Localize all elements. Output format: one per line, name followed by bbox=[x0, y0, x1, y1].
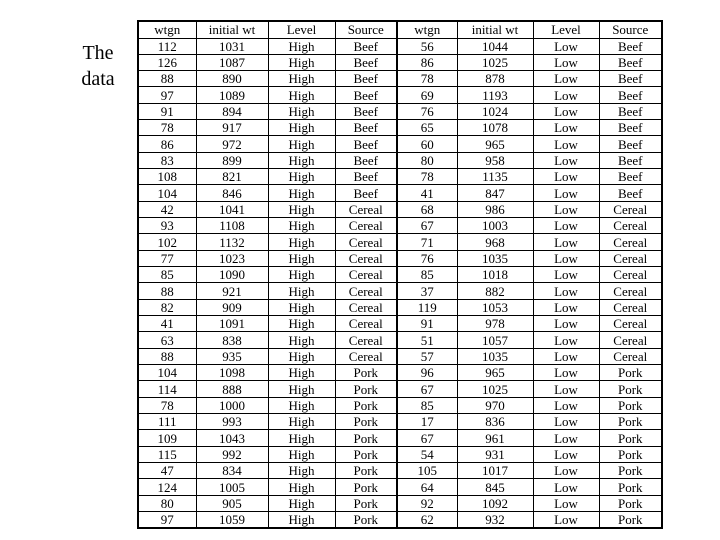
table-cell: 91 bbox=[397, 316, 457, 332]
table-cell: 1092 bbox=[457, 495, 533, 511]
table-cell: Low bbox=[533, 267, 599, 283]
table-cell: Beef bbox=[599, 71, 662, 87]
table-cell: Beef bbox=[335, 54, 397, 70]
table-cell: 85 bbox=[138, 267, 196, 283]
table-cell: 67 bbox=[397, 381, 457, 397]
table-cell: 1089 bbox=[196, 87, 268, 103]
table-cell: 1035 bbox=[457, 250, 533, 266]
table-cell: 82 bbox=[138, 299, 196, 315]
table-cell: Low bbox=[533, 479, 599, 495]
table-cell: 51 bbox=[397, 332, 457, 348]
table-cell: 1053 bbox=[457, 299, 533, 315]
table-cell: Beef bbox=[335, 103, 397, 119]
table-cell: High bbox=[268, 152, 335, 168]
table-row bbox=[138, 218, 662, 234]
table-cell: Low bbox=[533, 120, 599, 136]
column-header: wtgn bbox=[138, 21, 196, 38]
table-cell: High bbox=[268, 201, 335, 217]
table-cell: Low bbox=[533, 332, 599, 348]
table-cell: 67 bbox=[397, 218, 457, 234]
table-row bbox=[138, 316, 662, 332]
table-cell: 41 bbox=[397, 185, 457, 201]
table-cell: 62 bbox=[397, 512, 457, 528]
table-cell: 834 bbox=[196, 463, 268, 479]
table-cell: 965 bbox=[457, 365, 533, 381]
table-cell: 1090 bbox=[196, 267, 268, 283]
table-cell: 42 bbox=[138, 201, 196, 217]
table-cell: Beef bbox=[335, 71, 397, 87]
table-cell: 1035 bbox=[457, 348, 533, 364]
table-cell: 111 bbox=[138, 414, 196, 430]
table-row bbox=[138, 512, 662, 528]
table-cell: High bbox=[268, 332, 335, 348]
table-row bbox=[138, 365, 662, 381]
table-cell: High bbox=[268, 381, 335, 397]
table-cell: Low bbox=[533, 201, 599, 217]
table-cell: Cereal bbox=[335, 332, 397, 348]
table-cell: 96 bbox=[397, 365, 457, 381]
table-cell: 105 bbox=[397, 463, 457, 479]
table-cell: Pork bbox=[599, 381, 662, 397]
title-line: The bbox=[82, 42, 114, 64]
table-cell: 1023 bbox=[196, 250, 268, 266]
table-cell: Cereal bbox=[599, 218, 662, 234]
table-cell: 909 bbox=[196, 299, 268, 315]
table-cell: Low bbox=[533, 38, 599, 54]
table-cell: 68 bbox=[397, 201, 457, 217]
table-row bbox=[138, 71, 662, 87]
table-cell: Beef bbox=[599, 120, 662, 136]
table-row bbox=[138, 283, 662, 299]
table-cell: 88 bbox=[138, 348, 196, 364]
table-cell: Low bbox=[533, 103, 599, 119]
table-cell: Low bbox=[533, 397, 599, 413]
table-cell: Pork bbox=[335, 495, 397, 511]
table-cell: 67 bbox=[397, 430, 457, 446]
table-cell: Beef bbox=[599, 185, 662, 201]
table-cell: Low bbox=[533, 446, 599, 462]
table-cell: 114 bbox=[138, 381, 196, 397]
table-cell: Pork bbox=[599, 495, 662, 511]
table-cell: 85 bbox=[397, 267, 457, 283]
table-cell: Pork bbox=[335, 446, 397, 462]
table-cell: 821 bbox=[196, 169, 268, 185]
table-cell: High bbox=[268, 430, 335, 446]
table-cell: 37 bbox=[397, 283, 457, 299]
table-cell: 1132 bbox=[196, 234, 268, 250]
table-cell: 78 bbox=[138, 397, 196, 413]
table-cell: Low bbox=[533, 54, 599, 70]
table-cell: 115 bbox=[138, 446, 196, 462]
table-cell: 888 bbox=[196, 381, 268, 397]
table-cell: 86 bbox=[397, 54, 457, 70]
table-cell: 57 bbox=[397, 348, 457, 364]
table-cell: 1091 bbox=[196, 316, 268, 332]
table-cell: Pork bbox=[335, 381, 397, 397]
table-cell: Beef bbox=[335, 185, 397, 201]
table-cell: 935 bbox=[196, 348, 268, 364]
table-cell: Pork bbox=[335, 414, 397, 430]
table-cell: Beef bbox=[599, 54, 662, 70]
table-cell: Low bbox=[533, 381, 599, 397]
table-cell: High bbox=[268, 414, 335, 430]
table-cell: 1108 bbox=[196, 218, 268, 234]
table-cell: Beef bbox=[335, 169, 397, 185]
table-row bbox=[138, 185, 662, 201]
table-cell: 970 bbox=[457, 397, 533, 413]
table-cell: 1031 bbox=[196, 38, 268, 54]
table-cell: High bbox=[268, 120, 335, 136]
table-row bbox=[138, 299, 662, 315]
table-cell: 899 bbox=[196, 152, 268, 168]
table-cell: 119 bbox=[397, 299, 457, 315]
table-cell: Low bbox=[533, 250, 599, 266]
table-cell: Low bbox=[533, 430, 599, 446]
table-cell: Pork bbox=[599, 479, 662, 495]
table-cell: 890 bbox=[196, 71, 268, 87]
table-cell: 931 bbox=[457, 446, 533, 462]
table-cell: 54 bbox=[397, 446, 457, 462]
table-cell: 78 bbox=[138, 120, 196, 136]
table-row bbox=[138, 169, 662, 185]
table-cell: Cereal bbox=[599, 283, 662, 299]
table-cell: 961 bbox=[457, 430, 533, 446]
table-cell: 1017 bbox=[457, 463, 533, 479]
table-cell: Low bbox=[533, 185, 599, 201]
table-cell: 97 bbox=[138, 512, 196, 528]
table-cell: 102 bbox=[138, 234, 196, 250]
table-cell: High bbox=[268, 185, 335, 201]
table-cell: 1193 bbox=[457, 87, 533, 103]
table-cell: 78 bbox=[397, 71, 457, 87]
table-cell: 932 bbox=[457, 512, 533, 528]
table-cell: Low bbox=[533, 71, 599, 87]
table-cell: High bbox=[268, 479, 335, 495]
table-cell: 85 bbox=[397, 397, 457, 413]
table-cell: 905 bbox=[196, 495, 268, 511]
table-cell: 56 bbox=[397, 38, 457, 54]
table-cell: 65 bbox=[397, 120, 457, 136]
table-cell: 847 bbox=[457, 185, 533, 201]
table-cell: Low bbox=[533, 283, 599, 299]
header-row bbox=[138, 21, 662, 38]
table-cell: Cereal bbox=[335, 267, 397, 283]
table-row bbox=[138, 332, 662, 348]
table-cell: Beef bbox=[599, 38, 662, 54]
table-cell: Low bbox=[533, 316, 599, 332]
table-cell: 41 bbox=[138, 316, 196, 332]
table-cell: Low bbox=[533, 414, 599, 430]
table-row bbox=[138, 87, 662, 103]
table-cell: High bbox=[268, 283, 335, 299]
table-cell: Cereal bbox=[599, 299, 662, 315]
table-cell: Beef bbox=[599, 136, 662, 152]
table-cell: Cereal bbox=[335, 316, 397, 332]
table-cell: 1024 bbox=[457, 103, 533, 119]
table-cell: 78 bbox=[397, 169, 457, 185]
table-cell: High bbox=[268, 87, 335, 103]
table-cell: 17 bbox=[397, 414, 457, 430]
table-cell: Cereal bbox=[599, 234, 662, 250]
table-cell: 1003 bbox=[457, 218, 533, 234]
table-cell: Cereal bbox=[599, 267, 662, 283]
table-cell: 104 bbox=[138, 365, 196, 381]
table-cell: 882 bbox=[457, 283, 533, 299]
table-cell: Low bbox=[533, 495, 599, 511]
table-cell: High bbox=[268, 267, 335, 283]
table-cell: 80 bbox=[138, 495, 196, 511]
table-cell: High bbox=[268, 103, 335, 119]
table-cell: Low bbox=[533, 218, 599, 234]
table-cell: Low bbox=[533, 152, 599, 168]
table-cell: 1059 bbox=[196, 512, 268, 528]
table-cell: 845 bbox=[457, 479, 533, 495]
table-row bbox=[138, 267, 662, 283]
slide-title bbox=[68, 40, 128, 92]
table-cell: 836 bbox=[457, 414, 533, 430]
column-header: Level bbox=[268, 21, 335, 38]
table-cell: 986 bbox=[457, 201, 533, 217]
table-row bbox=[138, 103, 662, 119]
title-line: data bbox=[81, 68, 115, 90]
table-cell: 126 bbox=[138, 54, 196, 70]
table-body bbox=[138, 38, 662, 528]
table-cell: 88 bbox=[138, 71, 196, 87]
table-row bbox=[138, 152, 662, 168]
table-cell: Pork bbox=[599, 397, 662, 413]
table-cell: Low bbox=[533, 365, 599, 381]
table-cell: Beef bbox=[335, 120, 397, 136]
table-cell: Pork bbox=[335, 397, 397, 413]
table-cell: 76 bbox=[397, 250, 457, 266]
table-cell: Beef bbox=[599, 152, 662, 168]
table-cell: 63 bbox=[138, 332, 196, 348]
table-cell: 846 bbox=[196, 185, 268, 201]
table-cell: 93 bbox=[138, 218, 196, 234]
table-cell: Cereal bbox=[599, 332, 662, 348]
column-header: Source bbox=[335, 21, 397, 38]
table-row bbox=[138, 136, 662, 152]
table-cell: High bbox=[268, 299, 335, 315]
table-cell: 965 bbox=[457, 136, 533, 152]
table-cell: 97 bbox=[138, 87, 196, 103]
table-row bbox=[138, 250, 662, 266]
table-cell: 993 bbox=[196, 414, 268, 430]
table-cell: 1098 bbox=[196, 365, 268, 381]
table-row bbox=[138, 479, 662, 495]
table-cell: Pork bbox=[599, 430, 662, 446]
table-cell: Pork bbox=[599, 365, 662, 381]
table-cell: Beef bbox=[599, 103, 662, 119]
table-cell: 91 bbox=[138, 103, 196, 119]
table-cell: Beef bbox=[335, 152, 397, 168]
table-cell: Low bbox=[533, 136, 599, 152]
table-row bbox=[138, 397, 662, 413]
table-cell: 972 bbox=[196, 136, 268, 152]
table-cell: 968 bbox=[457, 234, 533, 250]
table-cell: 47 bbox=[138, 463, 196, 479]
table-cell: High bbox=[268, 463, 335, 479]
table-row bbox=[138, 446, 662, 462]
table-cell: Pork bbox=[599, 512, 662, 528]
table-cell: Cereal bbox=[335, 218, 397, 234]
table-cell: Low bbox=[533, 169, 599, 185]
table-cell: High bbox=[268, 495, 335, 511]
table-cell: 60 bbox=[397, 136, 457, 152]
table-cell: High bbox=[268, 54, 335, 70]
table-cell: High bbox=[268, 397, 335, 413]
table-cell: Cereal bbox=[335, 234, 397, 250]
table-cell: Cereal bbox=[599, 348, 662, 364]
table-cell: 88 bbox=[138, 283, 196, 299]
table-cell: 108 bbox=[138, 169, 196, 185]
table-row bbox=[138, 414, 662, 430]
table-row bbox=[138, 381, 662, 397]
table-cell: High bbox=[268, 38, 335, 54]
table-cell: 71 bbox=[397, 234, 457, 250]
table-cell: Low bbox=[533, 234, 599, 250]
table-cell: 1025 bbox=[457, 54, 533, 70]
table-cell: 921 bbox=[196, 283, 268, 299]
table-cell: High bbox=[268, 250, 335, 266]
table-cell: 917 bbox=[196, 120, 268, 136]
column-header: initial wt bbox=[196, 21, 268, 38]
table-row bbox=[138, 120, 662, 136]
table-cell: Beef bbox=[599, 87, 662, 103]
table-cell: 80 bbox=[397, 152, 457, 168]
column-header: wtgn bbox=[397, 21, 457, 38]
table-cell: Beef bbox=[335, 38, 397, 54]
table-cell: Low bbox=[533, 348, 599, 364]
table-cell: High bbox=[268, 71, 335, 87]
table-cell: 878 bbox=[457, 71, 533, 87]
table-cell: 104 bbox=[138, 185, 196, 201]
table-cell: 76 bbox=[397, 103, 457, 119]
table-cell: 894 bbox=[196, 103, 268, 119]
table-cell: High bbox=[268, 136, 335, 152]
table-cell: Pork bbox=[599, 446, 662, 462]
table-cell: 992 bbox=[196, 446, 268, 462]
table-cell: Low bbox=[533, 87, 599, 103]
table-cell: Cereal bbox=[335, 348, 397, 364]
table-cell: Pork bbox=[599, 414, 662, 430]
table-cell: Pork bbox=[335, 479, 397, 495]
table-row bbox=[138, 430, 662, 446]
table-cell: Pork bbox=[335, 365, 397, 381]
table-cell: 92 bbox=[397, 495, 457, 511]
table-cell: 1025 bbox=[457, 381, 533, 397]
table-cell: 1078 bbox=[457, 120, 533, 136]
table-cell: 1000 bbox=[196, 397, 268, 413]
table-cell: 109 bbox=[138, 430, 196, 446]
table-cell: High bbox=[268, 234, 335, 250]
table-cell: High bbox=[268, 348, 335, 364]
table-cell: High bbox=[268, 512, 335, 528]
table-cell: Beef bbox=[335, 136, 397, 152]
table-row bbox=[138, 463, 662, 479]
table-cell: Cereal bbox=[335, 201, 397, 217]
table-cell: 64 bbox=[397, 479, 457, 495]
table-row bbox=[138, 234, 662, 250]
table-row bbox=[138, 348, 662, 364]
table-cell: 112 bbox=[138, 38, 196, 54]
table-cell: Low bbox=[533, 299, 599, 315]
table-row bbox=[138, 201, 662, 217]
table-cell: Beef bbox=[335, 87, 397, 103]
table-cell: High bbox=[268, 365, 335, 381]
table-cell: 77 bbox=[138, 250, 196, 266]
table-cell: Cereal bbox=[335, 283, 397, 299]
table-cell: 1087 bbox=[196, 54, 268, 70]
data-table bbox=[137, 20, 663, 529]
table-cell: 124 bbox=[138, 479, 196, 495]
column-header: Source bbox=[599, 21, 662, 38]
table-cell: 1057 bbox=[457, 332, 533, 348]
table-cell: 1043 bbox=[196, 430, 268, 446]
table-cell: 958 bbox=[457, 152, 533, 168]
table-cell: Low bbox=[533, 463, 599, 479]
table-cell: Cereal bbox=[599, 250, 662, 266]
table-row bbox=[138, 38, 662, 54]
table-cell: Beef bbox=[599, 169, 662, 185]
table-cell: 1005 bbox=[196, 479, 268, 495]
table-cell: Pork bbox=[335, 512, 397, 528]
table-cell: Cereal bbox=[599, 316, 662, 332]
table-cell: Cereal bbox=[599, 201, 662, 217]
table-row bbox=[138, 495, 662, 511]
table-cell: 86 bbox=[138, 136, 196, 152]
table-cell: High bbox=[268, 218, 335, 234]
column-header: Level bbox=[533, 21, 599, 38]
table-cell: 69 bbox=[397, 87, 457, 103]
table-row bbox=[138, 54, 662, 70]
table-cell: 1041 bbox=[196, 201, 268, 217]
table-cell: 978 bbox=[457, 316, 533, 332]
table-cell: Cereal bbox=[335, 299, 397, 315]
table-cell: Pork bbox=[335, 463, 397, 479]
table-cell: High bbox=[268, 446, 335, 462]
table-cell: Cereal bbox=[335, 250, 397, 266]
table-cell: Low bbox=[533, 512, 599, 528]
table-cell: 1135 bbox=[457, 169, 533, 185]
table-cell: Pork bbox=[599, 463, 662, 479]
table-cell: Pork bbox=[335, 430, 397, 446]
table-cell: 83 bbox=[138, 152, 196, 168]
table-cell: 1044 bbox=[457, 38, 533, 54]
table-cell: High bbox=[268, 316, 335, 332]
column-header: initial wt bbox=[457, 21, 533, 38]
table-cell: 838 bbox=[196, 332, 268, 348]
table-cell: High bbox=[268, 169, 335, 185]
table-cell: 1018 bbox=[457, 267, 533, 283]
